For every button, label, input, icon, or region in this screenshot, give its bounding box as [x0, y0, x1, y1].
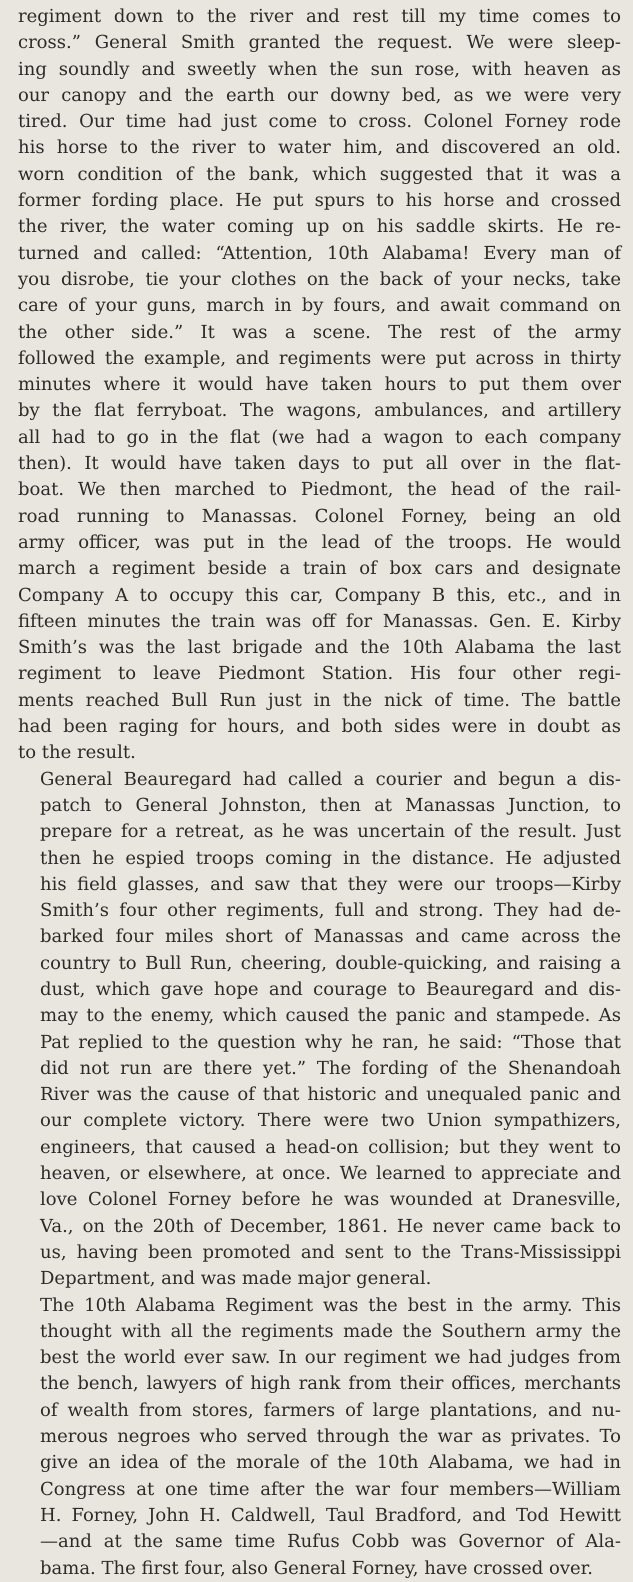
text-line: all had to go in the flat (we had a wagon to each company: [18, 426, 621, 448]
text-line: country to Bull Run, cheering, double-quicking, and raising a: [40, 952, 621, 974]
text-line: Smith’s four other regiments, full and strong. They had de-: [40, 900, 621, 922]
text-line: boat. We then marched to Piedmont, the head of the rail-: [18, 479, 621, 501]
text-line: army officer, was put in the lead of the troops. He would: [18, 531, 621, 553]
text-line: former fording place. He put spurs to his horse and crossed: [18, 190, 621, 212]
text-line: cross.” General Smith granted the request. We were sleep-: [18, 32, 621, 54]
text-line: General Beauregard had called a courier and begun a dis-: [40, 768, 621, 790]
text-line: our complete victory. There were two Union sympathizers,: [40, 1110, 621, 1132]
text-line: followed the example, and regiments were put across in thirty: [18, 347, 621, 369]
paragraph-3: [18, 1293, 621, 1582]
text-line: the river, the water coming up on his saddle skirts. He re-: [18, 216, 621, 238]
text-line: River was the cause of that historic and unequaled panic and: [40, 1084, 621, 1106]
text-line: H. Forney, John H. Caldwell, Taul Bradford, and Tod Hewitt: [40, 1504, 621, 1526]
text-line: road running to Manassas. Colonel Forney, being an old: [18, 505, 621, 527]
text-line: then he espied troops coming in the distance. He adjusted: [40, 847, 621, 869]
paragraph-2: [18, 767, 621, 1293]
text-line: you disrobe, tie your clothes on the back of your necks, take: [18, 268, 621, 290]
text-line: the other side.” It was a scene. The rest of the army: [18, 321, 621, 343]
text-line: Company A to occupy this car, Company B this, etc., and in: [18, 584, 621, 606]
text-line: minutes where it would have taken hours to put them over: [18, 374, 621, 396]
text-line: ments reached Bull Run just in the nick of time. The battle: [18, 689, 621, 711]
text-line: our canopy and the earth our downy bed, as we were very: [18, 84, 621, 106]
text-line: the bench, lawyers of high rank from their offices, merchants: [40, 1373, 621, 1395]
text-line: prepare for a retreat, as he was uncertain of the result. Just: [40, 821, 621, 843]
text-line: turned and called: “Attention, 10th Alabama! Every man of: [18, 242, 621, 264]
text-line: regiment down to the river and rest till my time comes to: [18, 6, 621, 27]
text-line: his horse to the river to water him, and discovered an old.: [18, 137, 621, 159]
text-line: Pat replied to the question why he ran, he said: “Those that: [40, 1031, 621, 1053]
text-line: may to the enemy, which caused the panic and stampede. As: [40, 1005, 621, 1027]
text-line: regiment to leave Piedmont Station. His four other regi-: [18, 663, 621, 685]
paragraph-1: [18, 4, 621, 767]
text-line: us, having been promoted and sent to the Trans-Mississippi: [40, 1241, 621, 1263]
text-line: by the flat ferryboat. The wagons, ambulances, and artillery: [18, 400, 621, 422]
text-line: The 10th Alabama Regiment was the best in the army. This: [40, 1294, 621, 1316]
text-line: Department, and was made major general.: [40, 1268, 432, 1290]
text-line: thought with all the regiments made the Southern army the: [40, 1320, 621, 1342]
text-line: then). It would have taken days to put all over in the flat-: [18, 453, 621, 475]
text-line: love Colonel Forney before he was wounded at Dranesville,: [40, 1189, 621, 1211]
text-line: give an idea of the morale of the 10th Alabama, we had in: [40, 1452, 621, 1474]
text-line: patch to General Johnston, then at Manassas Junction, to: [40, 794, 621, 816]
text-line: tired. Our time had just come to cross. Colonel Forney rode: [18, 111, 621, 133]
text-line: barked four miles short of Manassas and came across the: [40, 926, 621, 948]
text-line: fifteen minutes the train was off for Manassas. Gen. E. Kirby: [18, 610, 621, 632]
text-line: had been raging for hours, and both sides were in doubt as: [18, 716, 621, 738]
text-line: to the result.: [18, 742, 136, 764]
text-line: ing soundly and sweetly when the sun rose, with heaven as: [18, 58, 621, 80]
text-line: care of your guns, march in by fours, and await command on: [18, 295, 621, 317]
text-line: dust, which gave hope and courage to Beauregard and dis-: [40, 978, 621, 1000]
text-line: engineers, that caused a head-on collision; but they went to: [40, 1136, 621, 1158]
text-line: of wealth from stores, farmers of large plantations, and nu-: [40, 1399, 621, 1421]
text-line: Smith’s was the last brigade and the 10th Alabama the last: [18, 637, 621, 659]
text-line: bama. The first four, also General Forney, have crossed over.: [40, 1557, 593, 1579]
text-line: best the world ever saw. In our regiment we had judges from: [40, 1347, 621, 1369]
text-line: march a regiment beside a train of box cars and designate: [18, 558, 621, 580]
text-line: worn condition of the bank, which suggested that it was a: [18, 163, 621, 185]
text-line: Va., on the 20th of December, 1861. He never came back to: [40, 1215, 621, 1237]
text-line: —and at the same time Rufus Cobb was Governor of Ala-: [40, 1531, 621, 1553]
text-line: Congress at one time after the war four members—William: [40, 1478, 621, 1500]
text-line: his field glasses, and saw that they were our troops—Kirby: [40, 873, 621, 895]
text-line: merous negroes who served through the war as privates. To: [40, 1426, 621, 1448]
text-line: heaven, or elsewhere, at once. We learned to appreciate and: [40, 1163, 621, 1185]
text-line: did not run are there yet.” The fording of the Shenandoah: [40, 1057, 621, 1079]
